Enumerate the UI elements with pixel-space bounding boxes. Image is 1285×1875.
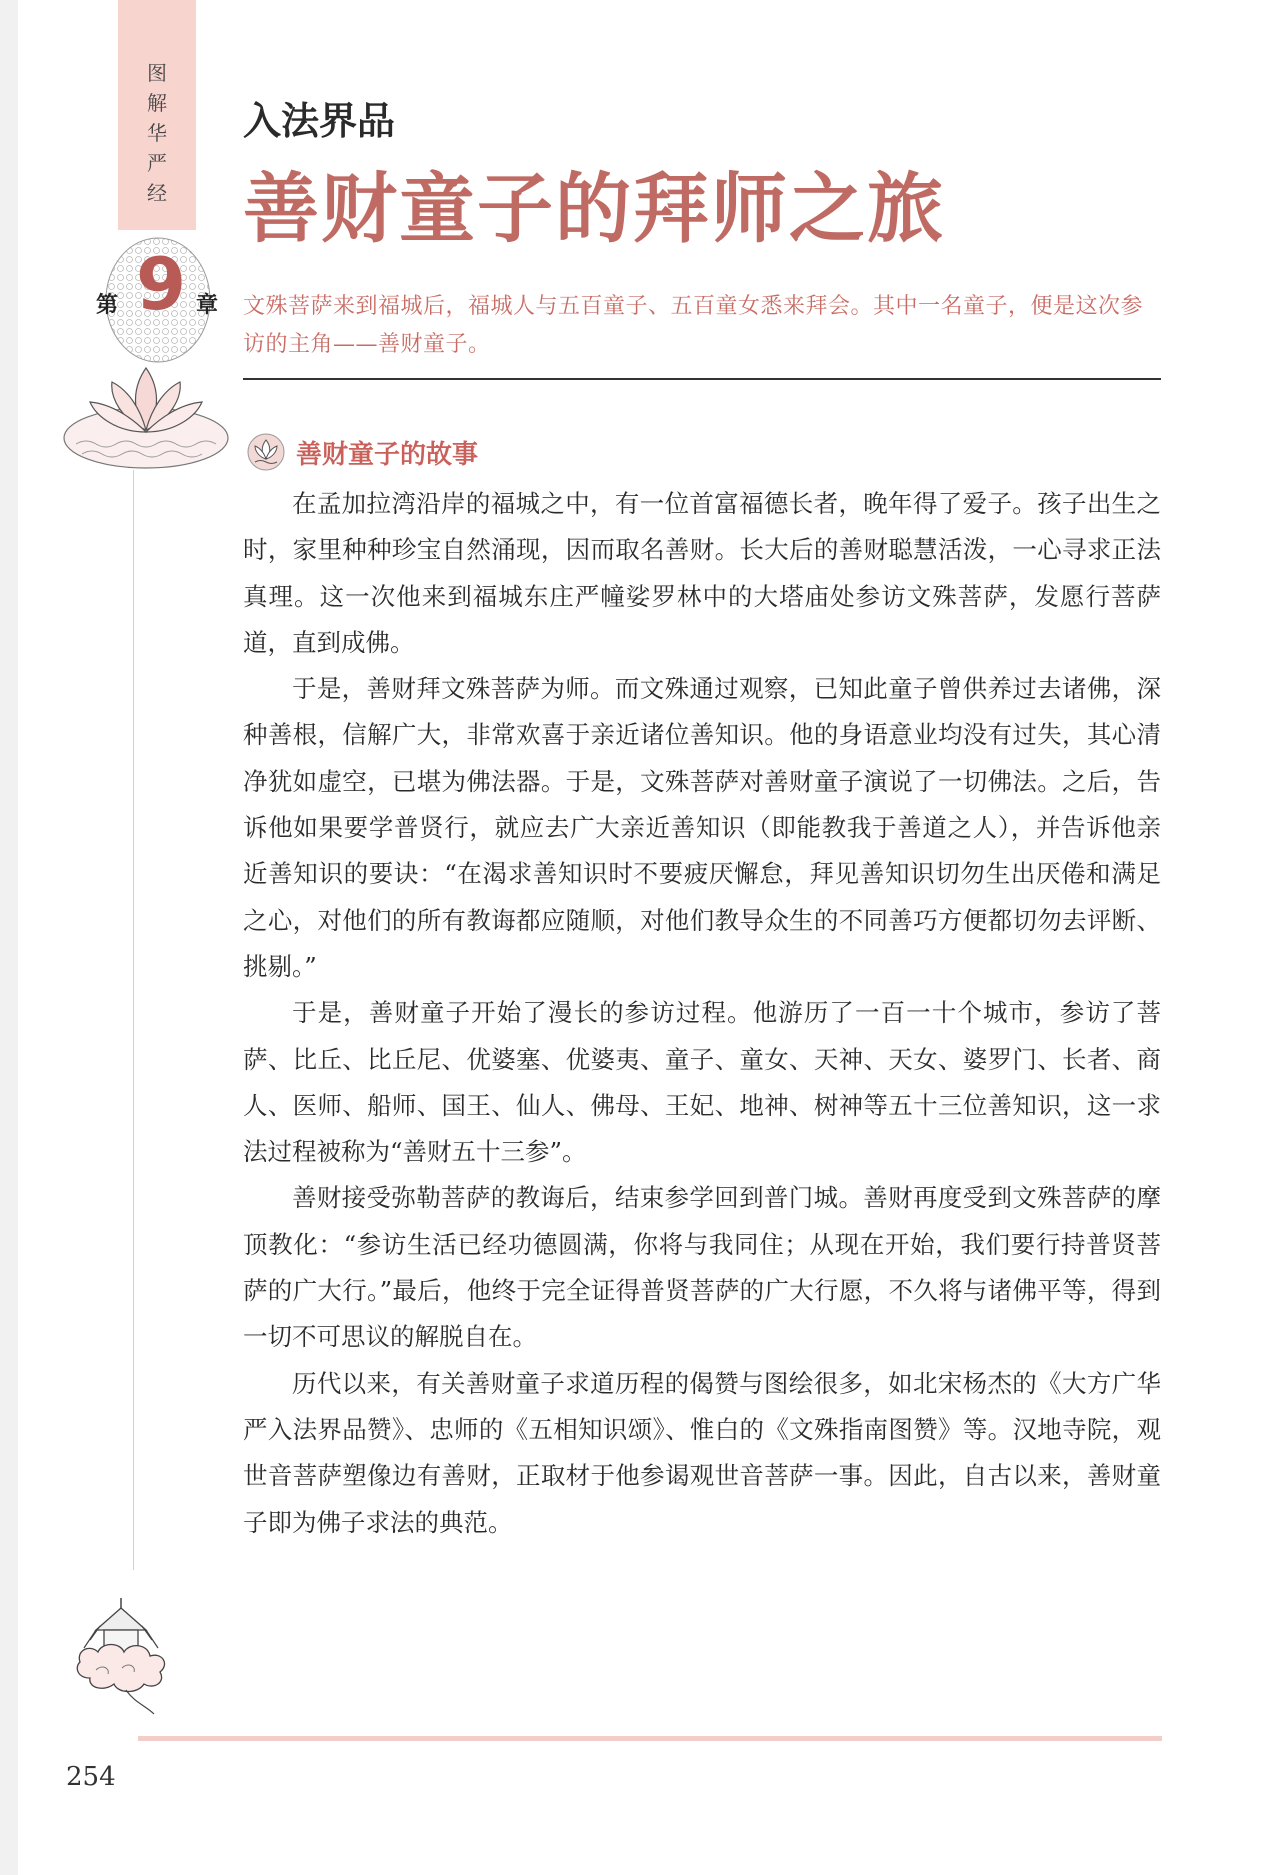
series-title-char: 图 bbox=[147, 61, 167, 85]
page-number: 254 bbox=[66, 1762, 116, 1792]
section-flower-icon bbox=[246, 432, 286, 472]
footer-rule bbox=[138, 1736, 1162, 1741]
body-paragraph: 于是，善财拜文殊菩萨为师。而文殊通过观察，已知此童子曾供养过去诸佛，深种善根，信解广大，非常欢喜于亲近诸位善知识。他的身语意业均没有过失，其心清净犹如虚空，已堪为佛法器。于是，文殊菩萨对善财童子演说了一切佛法。之后，告诉他如果要学普贤行，就应去广大亲近善知识（即能教我于善道之人），并告诉他亲近善知识的要诀：“在渴求善知识时不要疲厌懈怠，拜见善知识切勿生出厌倦和满足之心，对他们的所有教诲都应随顺，对他们教导众生的不同善巧方便都切勿去评断、挑剔。” bbox=[243, 674, 1161, 981]
body-paragraph: 在孟加拉湾沿岸的福城之中，有一位首富福德长者，晚年得了爱子。孩子出生之时，家里种种珍宝自然涌现，因而取名善财。长大后的善财聪慧活泼，一心寻求正法真理。这一次他来到福城东庄严幢娑罗林中的大塔庙处参访文殊菩萨，发愿行菩萨道，直到成佛。 bbox=[243, 489, 1161, 657]
page-title: 善财童子的拜师之旅 bbox=[243, 164, 945, 253]
series-title-char: 解 bbox=[147, 91, 167, 115]
margin-rule bbox=[133, 470, 134, 1570]
series-title-char: 华 bbox=[147, 121, 167, 145]
intro-divider bbox=[243, 378, 1161, 380]
chapter-badge bbox=[98, 228, 218, 368]
series-title bbox=[118, 58, 196, 208]
body-paragraph: 善财接受弥勒菩萨的教诲后，结束参学回到普门城。善财再度受到文殊菩萨的摩顶教化：“参访生活已经功德圆满，你将与我同住；从现在开始，我们要行持普贤菩萨的广大行。”最后，他终于完全证得普贤菩萨的广大行愿，不久将与诸佛平等，得到一切不可思议的解脱自在。 bbox=[243, 1183, 1161, 1352]
page bbox=[18, 0, 1285, 1875]
chapter-subtitle: 入法界品 bbox=[243, 98, 396, 143]
body-paragraph: 历代以来，有关善财童子求道历程的偈赞与图绘很多，如北宋杨杰的《大方广华严入法界品赞》、忠师的《五相知识颂》、惟白的《文殊指南图赞》等。汉地寺院，观世音菩萨塑像边有善财，正取材于他参谒观世音菩萨一事。因此，自古以来，善财童子即为佛子求法的典范。 bbox=[243, 1368, 1161, 1537]
series-title-char: 严 bbox=[147, 151, 167, 175]
chapter-prefix: 第 bbox=[96, 293, 119, 318]
section-heading: 善财童子的故事 bbox=[296, 440, 479, 470]
chapter-number: 9 bbox=[136, 242, 187, 326]
body-paragraph: 于是，善财童子开始了漫长的参访过程。他游历了一百一十个城市，参访了菩萨、比丘、比丘尼、优婆塞、优婆夷、童子、童女、天神、天女、婆罗门、长者、商人、医师、船师、国王、仙人、佛母、王妃、地神、树神等五十三位善知识，这一求法过程被称为“善财五十三参”。 bbox=[243, 998, 1161, 1167]
cloud-pagoda-icon bbox=[66, 1590, 176, 1720]
body-text bbox=[243, 481, 1161, 1546]
intro-text: 文殊菩萨来到福城后，福城人与五百童子、五百童女悉来拜会。其中一名童子，便是这次参访的主角——善财童子。 bbox=[243, 294, 1144, 357]
chapter-suffix: 章 bbox=[196, 293, 219, 318]
lotus-icon bbox=[56, 360, 236, 475]
series-title-char: 经 bbox=[147, 181, 167, 205]
